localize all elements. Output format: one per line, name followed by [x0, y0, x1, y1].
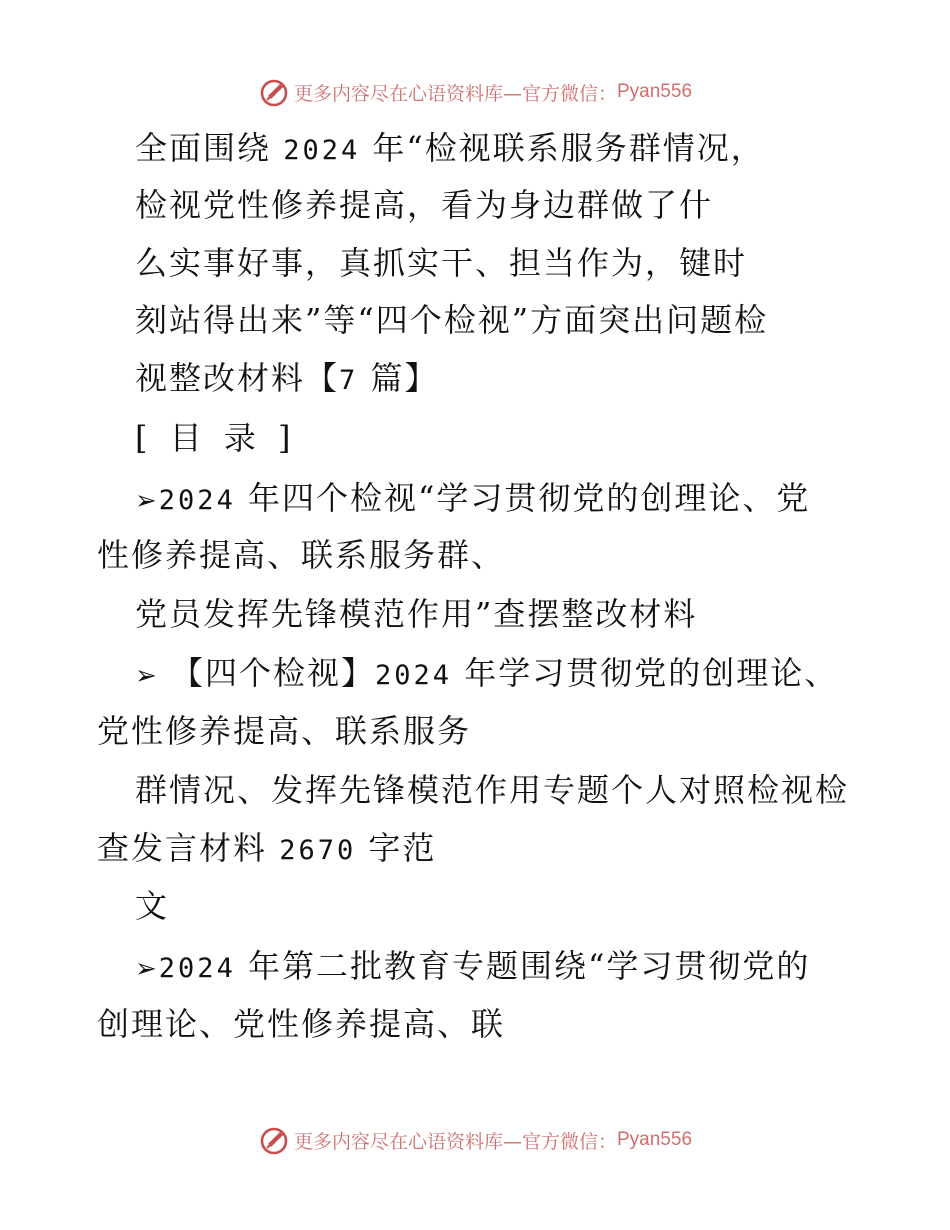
title-line-1: 全面围绕 2024 年“检视联系服务群情况， — [135, 129, 765, 167]
brand-logo-icon — [258, 1124, 290, 1156]
header-watermark-banner — [0, 72, 950, 112]
title-line-5: 视整改材料【7 篇】 — [135, 359, 439, 397]
bullet-arrow-icon: ➢ — [135, 486, 159, 516]
footer-watermark-banner — [0, 1120, 950, 1160]
bullet-arrow-icon: ➢ — [135, 954, 159, 984]
toc-item-2-line-2: 党性修养提高、联系服务 — [97, 712, 472, 750]
toc-item-3-line-1[interactable]: ➢2024 年第二批教育专题围绕“学习贯彻党的 — [135, 947, 811, 985]
toc-heading: [ 目 录 ] — [135, 419, 297, 457]
title-line-4: 刻站得出来”等“四个检视”方面突出问题检 — [135, 301, 769, 339]
toc-item-2-line-5: 文 — [135, 887, 170, 925]
toc-item-2-line-4: 查发言材料 2670 字范 — [97, 829, 437, 867]
toc-item-1-line-2: 性修养提高、联系服务群、 — [97, 536, 506, 574]
toc-item-1-line-3: 党员发挥先锋模范作用”查摆整改材料 — [135, 595, 698, 633]
bullet-arrow-icon: ➢ — [135, 661, 159, 691]
banner-text: 更多内容尽在心语资料库—官方微信： — [293, 82, 617, 105]
title-line-3: 么实事好事，真抓实干、担当作为，键时 — [135, 244, 748, 282]
toc-item-2-line-1[interactable]: ➢ 【四个检视】2024 年学习贯彻党的创理论、 — [135, 654, 839, 692]
brand-logo-icon — [258, 76, 290, 108]
toc-item-3-line-2: 创理论、党性修养提高、联 — [97, 1005, 506, 1043]
toc-item-2-line-3: 群情况、发挥先锋模范作用专题个人对照检视检 — [135, 771, 850, 809]
banner-wechat-id: Pyan556 — [617, 81, 693, 102]
title-line-2: 检视党性修养提高，看为身边群做了什 — [135, 186, 714, 224]
banner-text: 更多内容尽在心语资料库—官方微信： — [293, 1130, 617, 1153]
banner-wechat-id: Pyan556 — [617, 1129, 693, 1150]
toc-item-1-line-1[interactable]: ➢2024 年四个检视“学习贯彻党的创理论、党 — [135, 479, 811, 517]
